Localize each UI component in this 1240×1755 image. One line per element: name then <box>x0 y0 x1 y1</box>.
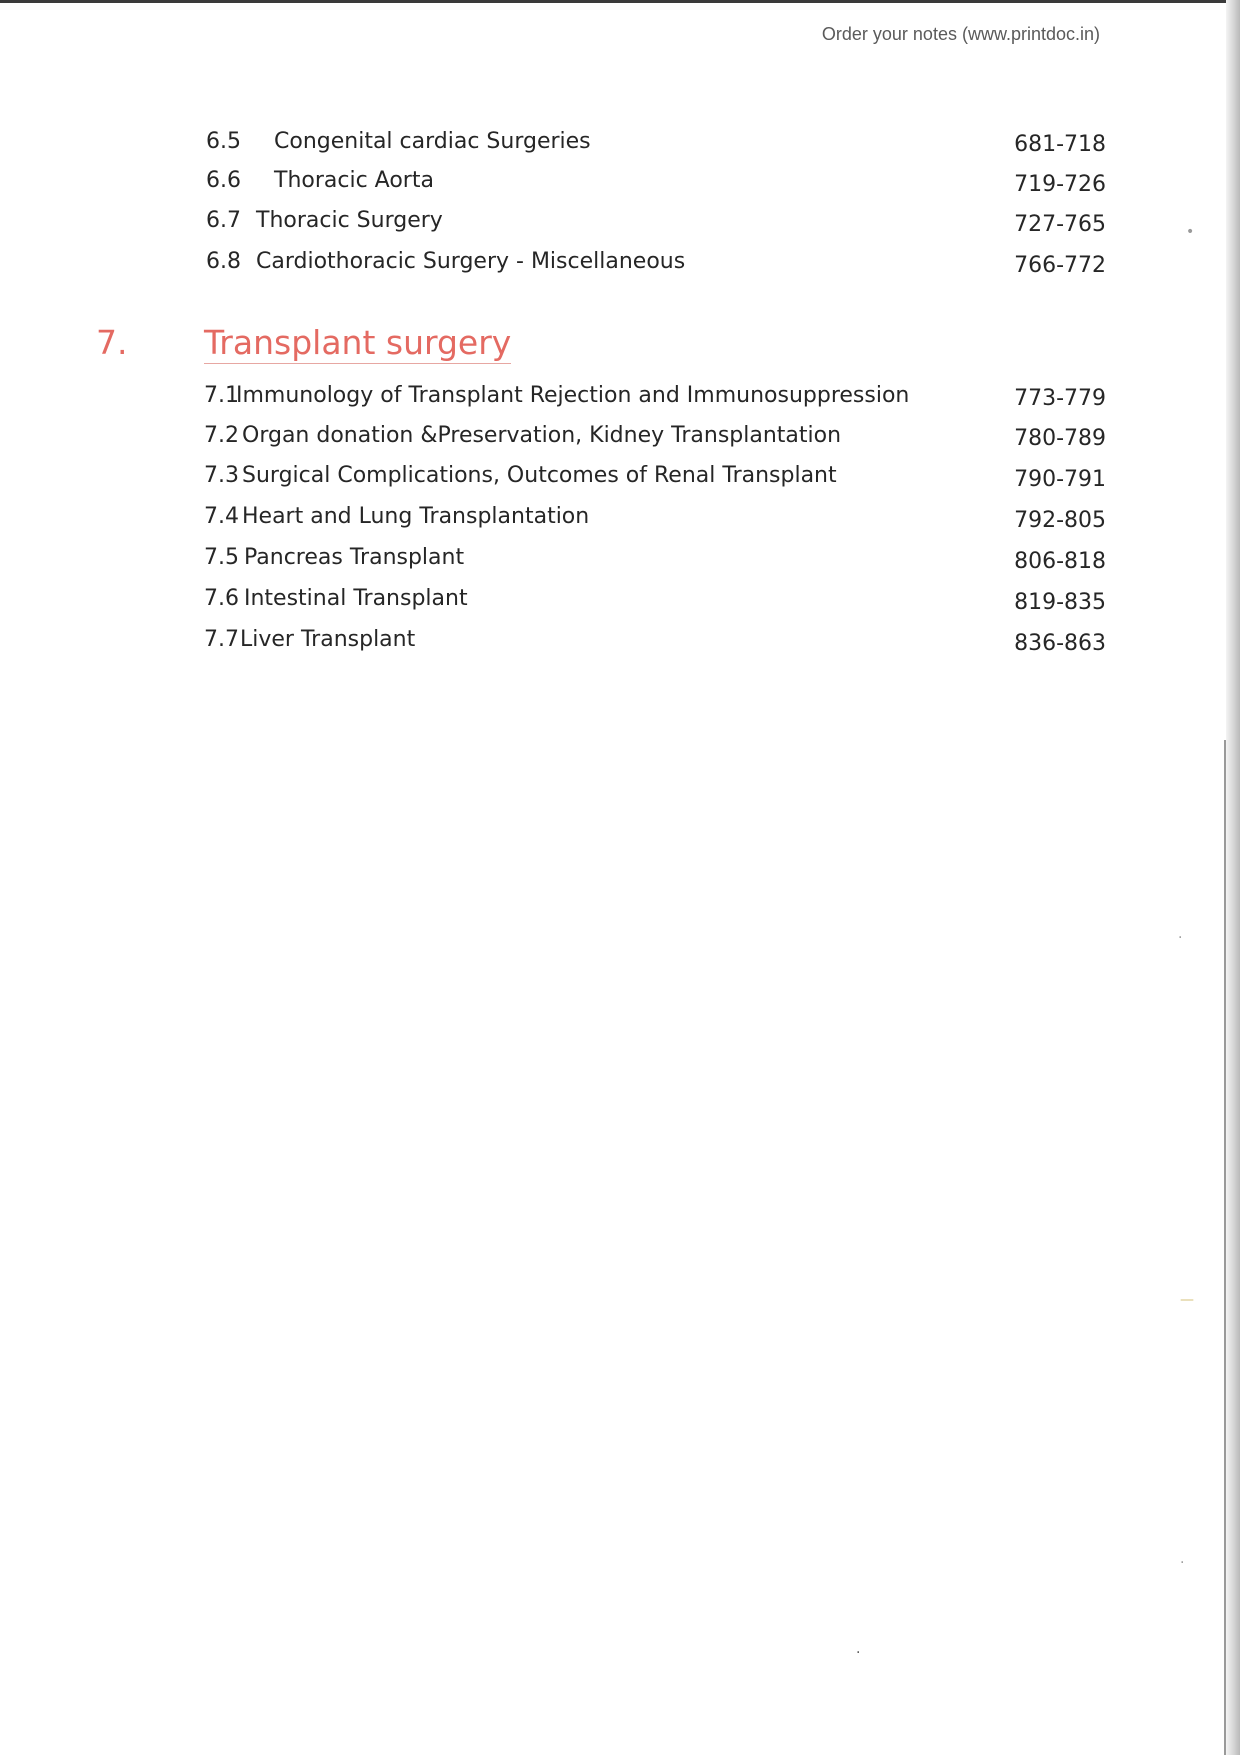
toc-entry-pages: 719-726 <box>1014 172 1106 197</box>
toc-entry-number: 7.3 <box>204 463 239 488</box>
toc-entry-pages: 766-772 <box>1014 253 1106 278</box>
top-rule <box>0 0 1240 3</box>
toc-entry-number: 6.6 <box>206 168 241 193</box>
toc-entry <box>206 167 434 195</box>
scan-speck: · <box>856 1645 861 1661</box>
scan-speck: · <box>1180 1555 1185 1571</box>
scan-speck: • <box>1186 224 1195 240</box>
toc-entry-title: Organ donation &Preservation, Kidney Transplantation <box>242 423 842 448</box>
toc-entry-pages: 792-805 <box>1014 508 1106 533</box>
toc-entry <box>204 422 841 450</box>
toc-entry-pages: 819-835 <box>1014 590 1106 615</box>
toc-entry-title: Thoracic Surgery <box>256 208 443 233</box>
toc-entry-number: 6.8 <box>206 249 241 274</box>
toc-entry-pages: 790-791 <box>1014 467 1106 492</box>
toc-entry-number: 7.2 <box>204 423 239 448</box>
toc-entry-title: Surgical Complications, Outcomes of Renal Transplant <box>242 463 837 488</box>
toc-entry-pages: 773-779 <box>1014 386 1106 411</box>
scan-speck: · <box>1178 930 1183 946</box>
toc-entry <box>206 128 591 156</box>
toc-entry-number: 7.7 <box>204 627 239 652</box>
toc-entry-pages: 780-789 <box>1014 426 1106 451</box>
toc-entry-number: 7.1 <box>204 383 239 408</box>
section-title: Transplant surgery <box>204 323 512 362</box>
toc-entry <box>204 585 468 613</box>
toc-entry-title: Immunology of Transplant Rejection and Immunosuppression <box>236 383 910 408</box>
toc-entry-title: Heart and Lung Transplantation <box>242 504 590 529</box>
toc-entry-pages: 727-765 <box>1014 212 1106 237</box>
toc-entry <box>204 382 909 410</box>
toc-entry-pages: 836-863 <box>1014 631 1106 656</box>
toc-entry <box>204 626 415 654</box>
toc-entry-title: Pancreas Transplant <box>244 545 465 570</box>
toc-entry-number: 7.4 <box>204 504 239 529</box>
toc-entry-number: 6.5 <box>206 129 241 154</box>
toc-entry-title: Thoracic Aorta <box>274 168 434 193</box>
toc-entry <box>204 544 464 572</box>
scan-right-edge <box>1226 0 1240 1755</box>
toc-entry <box>204 503 589 531</box>
toc-entry <box>206 248 685 276</box>
scan-speck: — <box>1180 1292 1194 1308</box>
toc-entry <box>204 462 837 490</box>
toc-entry-pages: 681-718 <box>1014 132 1106 157</box>
toc-entry-title: Cardiothoracic Surgery - Miscellaneous <box>256 249 686 274</box>
toc-entry-title: Congenital cardiac Surgeries <box>274 129 591 154</box>
toc-entry-title: Liver Transplant <box>240 627 416 652</box>
toc-entry-number: 7.5 <box>204 545 239 570</box>
scan-edge-line <box>1224 740 1226 1755</box>
toc-entry-number: 7.6 <box>204 586 239 611</box>
toc-entry-pages: 806-818 <box>1014 549 1106 574</box>
toc-entry-number: 6.7 <box>206 208 241 233</box>
header-note: Order your notes (www.printdoc.in) <box>821 24 1100 44</box>
section-number: 7. <box>96 323 128 362</box>
toc-entry <box>206 207 443 235</box>
toc-entry-title: Intestinal Transplant <box>244 586 468 611</box>
